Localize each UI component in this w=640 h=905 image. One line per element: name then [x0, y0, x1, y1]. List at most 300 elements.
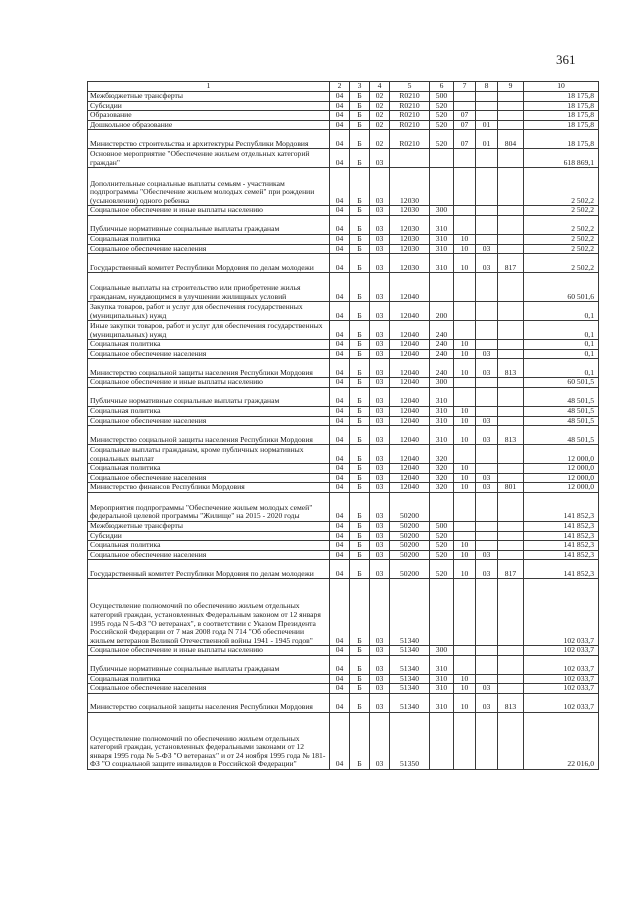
code-expense-type-cell — [430, 492, 454, 521]
code-ministry-cell: 04 — [330, 445, 350, 464]
code-expense-type-cell: 310 — [430, 254, 454, 273]
amount-cell: 18 175,8 — [524, 101, 599, 111]
table-row — [88, 445, 599, 464]
table-row — [88, 464, 599, 474]
code-subprogram-cell: 03 — [370, 646, 390, 656]
code-subsection-cell — [476, 92, 498, 102]
code-subsection-cell: 03 — [476, 426, 498, 445]
code-program-cell: Б — [350, 215, 370, 234]
code-department-cell — [498, 416, 524, 426]
code-section-cell: 07 — [454, 111, 476, 121]
amount-cell: 141 852,3 — [524, 521, 599, 531]
code-department-cell — [498, 101, 524, 111]
amount-cell: 102 033,7 — [524, 684, 599, 694]
table-row — [88, 541, 599, 551]
code-department-cell — [498, 492, 524, 521]
code-program-cell: Б — [350, 273, 370, 302]
code-expense-type-cell: 520 — [430, 531, 454, 541]
code-department-cell: 817 — [498, 254, 524, 273]
code-department-cell — [498, 378, 524, 388]
code-ministry-cell: 04 — [330, 206, 350, 216]
code-department-cell — [498, 244, 524, 254]
code-ministry-cell: 04 — [330, 168, 350, 206]
code-subsection-cell: 01 — [476, 120, 498, 130]
row-name-cell: Социальная политика — [88, 340, 330, 350]
amount-cell: 2 502,2 — [524, 206, 599, 216]
code-subsection-cell: 03 — [476, 254, 498, 273]
code-ministry-cell: 04 — [330, 254, 350, 273]
code-subsection-cell: 03 — [476, 473, 498, 483]
code-subsection-cell — [476, 646, 498, 656]
code-target-article-cell: 12040 — [390, 359, 430, 378]
code-subprogram-cell: 03 — [370, 244, 390, 254]
code-target-article-cell: R0210 — [390, 130, 430, 149]
code-subsection-cell: 03 — [476, 550, 498, 560]
row-name-cell: Основное мероприятие "Обеспечение жильем отдельных категорий граждан" — [88, 149, 330, 168]
code-subprogram-cell: 03 — [370, 579, 390, 646]
code-ministry-cell: 04 — [330, 234, 350, 244]
code-program-cell: Б — [350, 531, 370, 541]
code-program-cell: Б — [350, 483, 370, 493]
code-department-cell: 801 — [498, 483, 524, 493]
code-subprogram-cell: 03 — [370, 149, 390, 168]
code-section-cell — [454, 101, 476, 111]
code-expense-type-cell: 310 — [430, 684, 454, 694]
code-target-article-cell: 12030 — [390, 244, 430, 254]
row-name-cell: Субсидии — [88, 531, 330, 541]
row-name-cell: Социальные выплаты на строительство или приобретение жилья гражданам, нуждающимся в улучшении жилищных условий — [88, 273, 330, 302]
row-name-cell: Осуществление полномочий по обеспечению жильем отдельных категорий граждан, установленных федеральными законами от 12 января 1995 года № 5-ФЗ "О ветеранах" и от 24 ноября 1995 года № 181-ФЗ "О социальной защите инвалидов в Российской Федерации" — [88, 713, 330, 770]
code-subprogram-cell: 02 — [370, 101, 390, 111]
code-target-article-cell: 12030 — [390, 206, 430, 216]
code-expense-type-cell — [430, 149, 454, 168]
table-row — [88, 406, 599, 416]
header-cell: 9 — [498, 82, 524, 92]
row-name-cell: Публичные нормативные социальные выплаты гражданам — [88, 387, 330, 406]
code-department-cell — [498, 149, 524, 168]
code-expense-type-cell: 310 — [430, 406, 454, 416]
code-expense-type-cell: 320 — [430, 473, 454, 483]
code-program-cell: Б — [350, 674, 370, 684]
amount-cell: 2 502,2 — [524, 215, 599, 234]
code-program-cell: Б — [350, 445, 370, 464]
table-row — [88, 206, 599, 216]
code-ministry-cell: 04 — [330, 521, 350, 531]
code-subprogram-cell: 03 — [370, 426, 390, 445]
code-subprogram-cell: 03 — [370, 321, 390, 340]
table-row — [88, 684, 599, 694]
table-row — [88, 521, 599, 531]
table-row — [88, 359, 599, 378]
table-row — [88, 550, 599, 560]
code-subprogram-cell: 03 — [370, 254, 390, 273]
code-subsection-cell — [476, 521, 498, 531]
code-expense-type-cell: 320 — [430, 445, 454, 464]
code-department-cell — [498, 321, 524, 340]
code-section-cell: 10 — [454, 674, 476, 684]
code-subprogram-cell: 03 — [370, 464, 390, 474]
code-expense-type-cell: 240 — [430, 321, 454, 340]
code-ministry-cell: 04 — [330, 149, 350, 168]
header-cell: 10 — [524, 82, 599, 92]
code-target-article-cell: 12030 — [390, 215, 430, 234]
code-subprogram-cell: 03 — [370, 531, 390, 541]
code-section-cell: 10 — [454, 426, 476, 445]
amount-cell: 0,1 — [524, 359, 599, 378]
code-program-cell: Б — [350, 111, 370, 121]
amount-cell: 60 501,5 — [524, 378, 599, 388]
table-row — [88, 149, 599, 168]
code-target-article-cell: 12030 — [390, 254, 430, 273]
code-expense-type-cell: 200 — [430, 302, 454, 321]
code-department-cell — [498, 473, 524, 483]
code-program-cell: Б — [350, 416, 370, 426]
code-section-cell: 10 — [454, 550, 476, 560]
code-program-cell: Б — [350, 646, 370, 656]
code-section-cell: 10 — [454, 684, 476, 694]
code-program-cell: Б — [350, 101, 370, 111]
row-name-cell: Социальное обеспечение и иные выплаты населению — [88, 646, 330, 656]
code-expense-type-cell: 500 — [430, 521, 454, 531]
code-subprogram-cell: 03 — [370, 655, 390, 674]
code-section-cell: 10 — [454, 473, 476, 483]
code-expense-type-cell: 310 — [430, 416, 454, 426]
code-program-cell: Б — [350, 560, 370, 579]
code-expense-type-cell: 300 — [430, 646, 454, 656]
code-ministry-cell: 04 — [330, 416, 350, 426]
code-department-cell — [498, 684, 524, 694]
code-ministry-cell: 04 — [330, 531, 350, 541]
header-cell: 4 — [370, 82, 390, 92]
row-name-cell: Социальное обеспечение населения — [88, 473, 330, 483]
code-program-cell: Б — [350, 206, 370, 216]
header-cell: 1 — [88, 82, 330, 92]
amount-cell: 18 175,8 — [524, 92, 599, 102]
code-department-cell — [498, 674, 524, 684]
amount-cell: 141 852,3 — [524, 550, 599, 560]
code-ministry-cell: 04 — [330, 655, 350, 674]
code-subsection-cell — [476, 149, 498, 168]
amount-cell: 141 852,3 — [524, 541, 599, 551]
code-subsection-cell — [476, 674, 498, 684]
amount-cell: 102 033,7 — [524, 579, 599, 646]
code-expense-type-cell: 240 — [430, 340, 454, 350]
code-ministry-cell: 04 — [330, 378, 350, 388]
code-program-cell: Б — [350, 464, 370, 474]
code-program-cell: Б — [350, 541, 370, 551]
code-program-cell: Б — [350, 302, 370, 321]
code-program-cell: Б — [350, 387, 370, 406]
code-ministry-cell: 04 — [330, 492, 350, 521]
table-row — [88, 426, 599, 445]
code-target-article-cell: 12040 — [390, 387, 430, 406]
row-name-cell: Министерство финансов Республики Мордовия — [88, 483, 330, 493]
row-name-cell: Публичные нормативные социальные выплаты гражданам — [88, 215, 330, 234]
code-department-cell — [498, 215, 524, 234]
code-program-cell: Б — [350, 168, 370, 206]
code-target-article-cell: 51340 — [390, 674, 430, 684]
code-subprogram-cell: 03 — [370, 215, 390, 234]
code-department-cell — [498, 206, 524, 216]
row-name-cell: Социальное обеспечение населения — [88, 550, 330, 560]
code-subsection-cell — [476, 273, 498, 302]
code-subprogram-cell: 03 — [370, 694, 390, 713]
code-ministry-cell: 04 — [330, 550, 350, 560]
code-department-cell — [498, 340, 524, 350]
header-cell: 2 — [330, 82, 350, 92]
code-program-cell: Б — [350, 149, 370, 168]
code-department-cell — [498, 541, 524, 551]
code-department-cell — [498, 646, 524, 656]
code-target-article-cell: 50200 — [390, 560, 430, 579]
code-target-article-cell: 12030 — [390, 168, 430, 206]
code-ministry-cell: 04 — [330, 406, 350, 416]
code-subsection-cell — [476, 713, 498, 770]
row-name-cell: Министерство социальной защиты населения Республики Мордовия — [88, 694, 330, 713]
code-target-article-cell: 12030 — [390, 234, 430, 244]
code-ministry-cell: 04 — [330, 713, 350, 770]
code-section-cell — [454, 215, 476, 234]
code-subsection-cell — [476, 464, 498, 474]
code-target-article-cell — [390, 149, 430, 168]
code-subsection-cell — [476, 234, 498, 244]
code-target-article-cell: 12040 — [390, 378, 430, 388]
code-department-cell — [498, 521, 524, 531]
code-subprogram-cell: 03 — [370, 206, 390, 216]
header-cell: 7 — [454, 82, 476, 92]
code-target-article-cell: 12040 — [390, 416, 430, 426]
code-expense-type-cell — [430, 273, 454, 302]
row-name-cell: Социальное обеспечение населения — [88, 244, 330, 254]
code-expense-type-cell: 520 — [430, 130, 454, 149]
code-target-article-cell: 12040 — [390, 473, 430, 483]
amount-cell: 102 033,7 — [524, 674, 599, 684]
code-subprogram-cell: 03 — [370, 473, 390, 483]
header-cell: 8 — [476, 82, 498, 92]
row-name-cell: Министерство социальной защиты населения Республики Мордовия — [88, 359, 330, 378]
code-subprogram-cell: 03 — [370, 349, 390, 359]
code-department-cell — [498, 445, 524, 464]
code-ministry-cell: 04 — [330, 111, 350, 121]
code-subsection-cell — [476, 168, 498, 206]
code-subsection-cell — [476, 321, 498, 340]
code-section-cell — [454, 302, 476, 321]
table-row — [88, 168, 599, 206]
table-header-row — [88, 82, 599, 92]
code-ministry-cell: 04 — [330, 273, 350, 302]
code-subsection-cell — [476, 531, 498, 541]
code-subprogram-cell: 03 — [370, 521, 390, 531]
code-expense-type-cell: 320 — [430, 464, 454, 474]
table-row — [88, 321, 599, 340]
code-subprogram-cell: 03 — [370, 492, 390, 521]
code-section-cell — [454, 206, 476, 216]
code-target-article-cell: 50200 — [390, 521, 430, 531]
code-subsection-cell — [476, 378, 498, 388]
code-section-cell: 10 — [454, 359, 476, 378]
row-name-cell: Государственный комитет Республики Мордовия по делам молодежи — [88, 254, 330, 273]
header-cell: 3 — [350, 82, 370, 92]
code-subprogram-cell: 03 — [370, 378, 390, 388]
code-program-cell: Б — [350, 713, 370, 770]
code-section-cell: 10 — [454, 560, 476, 579]
code-subprogram-cell: 03 — [370, 340, 390, 350]
code-ministry-cell: 04 — [330, 321, 350, 340]
row-name-cell: Социальная политика — [88, 234, 330, 244]
code-program-cell: Б — [350, 406, 370, 416]
code-ministry-cell: 04 — [330, 464, 350, 474]
code-program-cell: Б — [350, 655, 370, 674]
amount-cell: 2 502,2 — [524, 254, 599, 273]
code-subprogram-cell: 03 — [370, 273, 390, 302]
code-program-cell: Б — [350, 321, 370, 340]
amount-cell: 102 033,7 — [524, 655, 599, 674]
amount-cell: 0,1 — [524, 349, 599, 359]
code-subprogram-cell: 02 — [370, 120, 390, 130]
code-subprogram-cell: 03 — [370, 483, 390, 493]
amount-cell: 102 033,7 — [524, 646, 599, 656]
code-section-cell — [454, 655, 476, 674]
code-program-cell: Б — [350, 244, 370, 254]
code-expense-type-cell — [430, 713, 454, 770]
amount-cell: 0,1 — [524, 340, 599, 350]
code-section-cell — [454, 168, 476, 206]
table-row — [88, 531, 599, 541]
code-section-cell — [454, 579, 476, 646]
amount-cell: 18 175,8 — [524, 130, 599, 149]
code-target-article-cell: 51350 — [390, 713, 430, 770]
code-expense-type-cell: 300 — [430, 378, 454, 388]
amount-cell: 2 502,2 — [524, 168, 599, 206]
code-program-cell: Б — [350, 521, 370, 531]
amount-cell: 141 852,3 — [524, 531, 599, 541]
amount-cell: 2 502,2 — [524, 234, 599, 244]
code-expense-type-cell: 500 — [430, 92, 454, 102]
row-name-cell: Социальное обеспечение и иные выплаты населению — [88, 206, 330, 216]
row-name-cell: Министерство строительства и архитектуры Республики Мордовия — [88, 130, 330, 149]
code-ministry-cell: 04 — [330, 694, 350, 713]
code-target-article-cell: 12040 — [390, 464, 430, 474]
code-expense-type-cell: 310 — [430, 215, 454, 234]
code-subprogram-cell: 03 — [370, 168, 390, 206]
code-target-article-cell: 12040 — [390, 483, 430, 493]
code-target-article-cell: 50200 — [390, 550, 430, 560]
code-program-cell: Б — [350, 130, 370, 149]
code-section-cell: 10 — [454, 464, 476, 474]
table-row — [88, 646, 599, 656]
code-section-cell: 10 — [454, 244, 476, 254]
code-subsection-cell: 03 — [476, 244, 498, 254]
code-section-cell — [454, 378, 476, 388]
table-row — [88, 120, 599, 130]
row-name-cell: Осуществление полномочий по обеспечению жильем отдельных категорий граждан, установленных Федеральным законом от 12 января 1995 года N 5-ФЗ "О ветеранах", в соответствии с Указом Президента Российской Федерации от 7 мая 2008 года N 714 "Об обеспечении жильем ветеранов Великой Отечественной войны 1941 - 1945 годов" — [88, 579, 330, 646]
code-target-article-cell: 50200 — [390, 492, 430, 521]
amount-cell: 12 000,0 — [524, 445, 599, 464]
code-expense-type-cell: 520 — [430, 120, 454, 130]
code-expense-type-cell: 310 — [430, 244, 454, 254]
code-section-cell — [454, 521, 476, 531]
code-target-article-cell: 51340 — [390, 684, 430, 694]
table-row — [88, 130, 599, 149]
code-department-cell — [498, 349, 524, 359]
code-expense-type-cell: 300 — [430, 206, 454, 216]
code-subsection-cell: 03 — [476, 359, 498, 378]
row-name-cell: Социальная политика — [88, 464, 330, 474]
code-section-cell — [454, 492, 476, 521]
code-subsection-cell: 03 — [476, 560, 498, 579]
code-expense-type-cell: 240 — [430, 359, 454, 378]
row-name-cell: Государственный комитет Республики Мордовия по делам молодежи — [88, 560, 330, 579]
row-name-cell: Социальная политика — [88, 406, 330, 416]
code-subprogram-cell: 03 — [370, 541, 390, 551]
code-ministry-cell: 04 — [330, 560, 350, 579]
table-row — [88, 655, 599, 674]
amount-cell: 48 501,5 — [524, 406, 599, 416]
table-row — [88, 254, 599, 273]
code-program-cell: Б — [350, 378, 370, 388]
code-subprogram-cell: 02 — [370, 130, 390, 149]
amount-cell: 12 000,0 — [524, 473, 599, 483]
table-row — [88, 111, 599, 121]
code-section-cell — [454, 646, 476, 656]
code-ministry-cell: 04 — [330, 340, 350, 350]
code-target-article-cell: 12040 — [390, 340, 430, 350]
budget-table-container — [87, 81, 598, 770]
row-name-cell: Социальные выплаты гражданам, кроме публичных нормативных социальных выплат — [88, 445, 330, 464]
code-department-cell — [498, 234, 524, 244]
code-ministry-cell: 04 — [330, 130, 350, 149]
code-ministry-cell: 04 — [330, 92, 350, 102]
code-target-article-cell: 51340 — [390, 655, 430, 674]
row-name-cell: Закупка товаров, работ и услуг для обеспечения государственных (муниципальных) нужд — [88, 302, 330, 321]
code-ministry-cell: 04 — [330, 120, 350, 130]
row-name-cell: Субсидии — [88, 101, 330, 111]
code-subprogram-cell: 03 — [370, 234, 390, 244]
code-department-cell — [498, 92, 524, 102]
code-subprogram-cell: 03 — [370, 713, 390, 770]
code-target-article-cell: 12040 — [390, 321, 430, 340]
code-section-cell: 07 — [454, 130, 476, 149]
code-ministry-cell: 04 — [330, 541, 350, 551]
row-name-cell: Межбюджетные трансферты — [88, 92, 330, 102]
code-target-article-cell: 12040 — [390, 349, 430, 359]
row-name-cell: Социальная политика — [88, 541, 330, 551]
code-section-cell — [454, 387, 476, 406]
code-program-cell: Б — [350, 359, 370, 378]
code-department-cell: 813 — [498, 359, 524, 378]
code-target-article-cell: R0210 — [390, 92, 430, 102]
code-subsection-cell: 03 — [476, 684, 498, 694]
code-subsection-cell — [476, 445, 498, 464]
code-subprogram-cell: 03 — [370, 387, 390, 406]
code-section-cell: 10 — [454, 340, 476, 350]
code-program-cell: Б — [350, 340, 370, 350]
code-section-cell — [454, 273, 476, 302]
code-expense-type-cell: 520 — [430, 111, 454, 121]
amount-cell: 618 869,1 — [524, 149, 599, 168]
code-subprogram-cell: 03 — [370, 684, 390, 694]
row-name-cell: Дополнительные социальные выплаты семьям - участникам подпрограммы "Обеспечение жильем молодых семей" при рождении (усыновлении) одного ребенка — [88, 168, 330, 206]
row-name-cell: Иные закупки товаров, работ и услуг для обеспечения государственных (муниципальных) нужд — [88, 321, 330, 340]
code-expense-type-cell: 310 — [430, 426, 454, 445]
code-department-cell — [498, 120, 524, 130]
table-row — [88, 273, 599, 302]
code-subprogram-cell: 02 — [370, 111, 390, 121]
code-program-cell: Б — [350, 349, 370, 359]
code-subsection-cell — [476, 387, 498, 406]
code-expense-type-cell: 520 — [430, 560, 454, 579]
code-subsection-cell — [476, 655, 498, 674]
